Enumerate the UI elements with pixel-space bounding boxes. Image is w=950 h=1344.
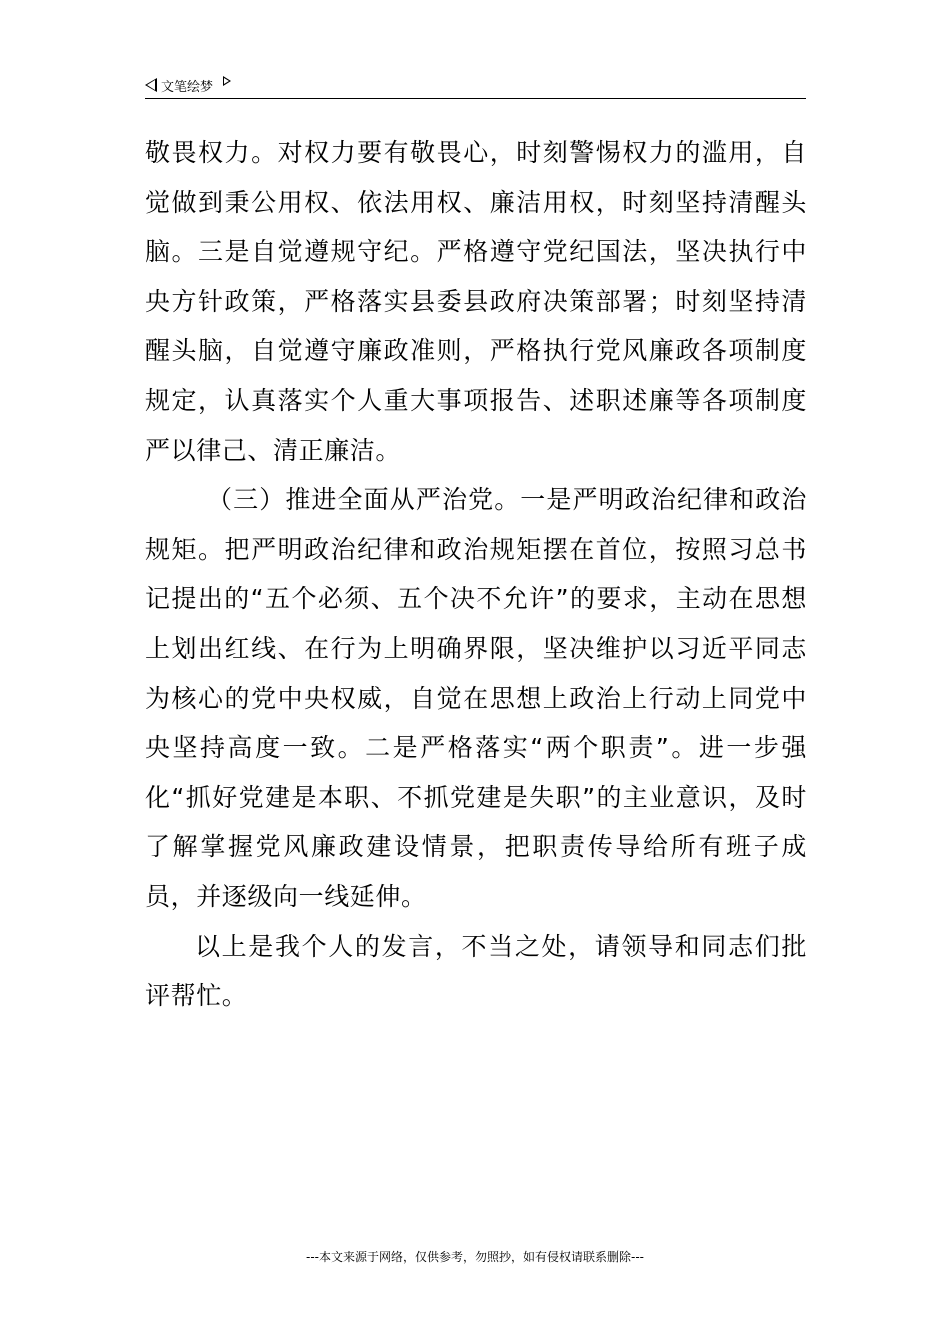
paragraph-1: 敬畏权力。对权力要有敬畏心，时刻警惕权力的滥用，自觉做到秉公用权、依法用权、廉洁用权，时刻坚持清醒头脑。三是自觉遵规守纪。严格遵守党纪国法，坚决执行中央方针政策，严格落实县委县政府决策部署；时刻坚持清醒头脑，自觉遵守廉政准则，严格执行党风廉政各项制度规定，认真落实个人重大事项报告、述职述廉等各项制度严以律己、清正廉洁。: [145, 138, 807, 465]
page-header: [145, 74, 806, 99]
triangle-left-outline-icon: [145, 78, 157, 92]
header-bar: [145, 74, 806, 96]
paragraph-2: （三）推进全面从严治党。一是严明政治纪律和政治规矩。把严明政治纪律和政治规矩摆在首位，按照习总书记提出的“五个必须、五个决不允许”的要求，主动在思想上划出红线、在行为上明确界限，坚决维护以习近平同志为核心的党中央权威，自觉在思想上政治上行动上同党中央坚持高度一致。二是严格落实“两个职责”。进一步强化“抓好党建是本职、不抓党建是失职”的主业意识，及时了解掌握党风廉政建设情景，把职责传导给所有班子成员，并逐级向一线延伸。: [145, 485, 807, 911]
page-footer: ---本文来源于网络，仅供参考，勿照抄，如有侵权请联系删除---: [306, 1250, 644, 1264]
header-title: 文笔绘梦: [161, 79, 214, 95]
triangle-right-outline-icon: [223, 76, 231, 86]
document-body: [145, 128, 807, 1021]
paragraph-3: 以上是我个人的发言，不当之处，请领导和同志们批评帮忙。: [145, 931, 807, 1011]
